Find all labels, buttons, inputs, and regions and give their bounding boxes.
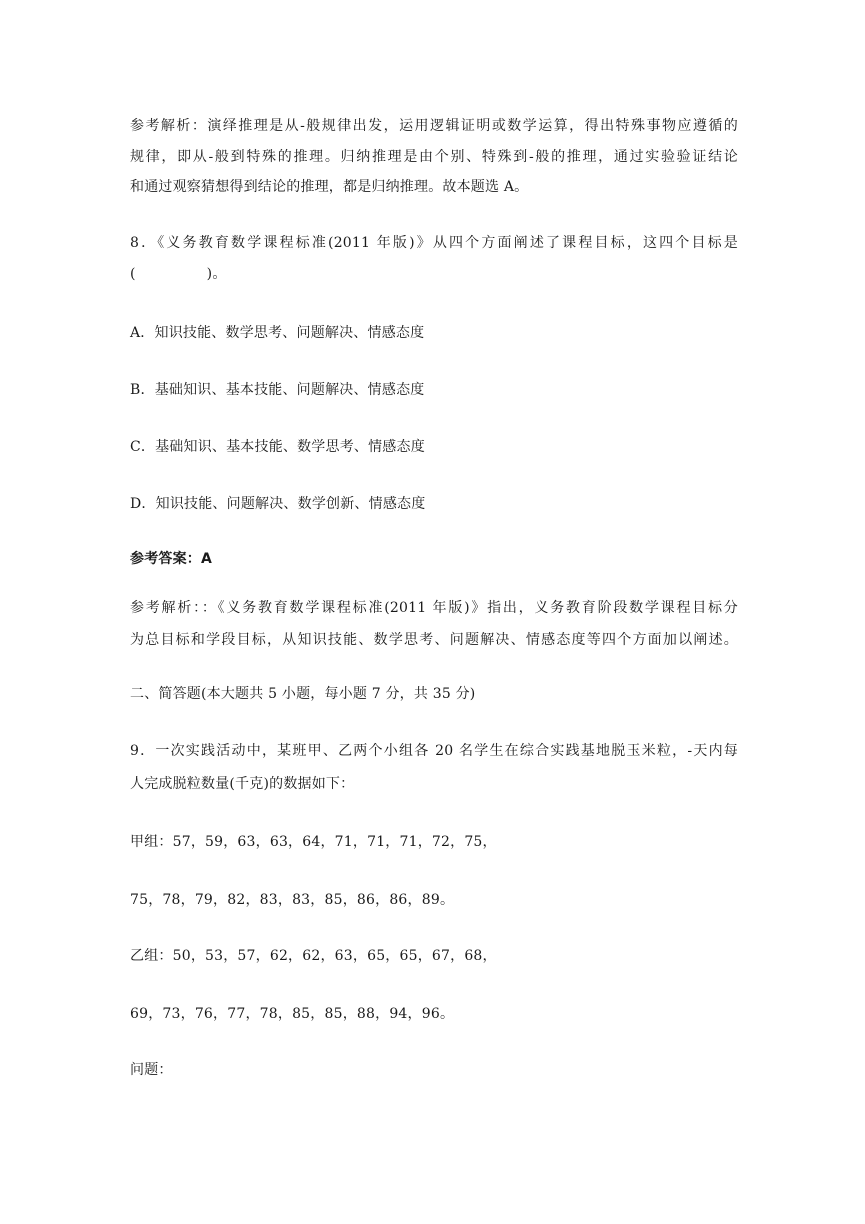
- q8-stem-line-1: 8．《义务教育数学课程标准(2011 年版)》从四个方面阐述了课程目标，这四个目标是: [130, 235, 738, 251]
- q8-analysis-line-1: 参考解析：：《义务教育数学课程标准(2011 年版)》指出，义务教育阶段数学课程目标分: [130, 600, 738, 616]
- q7-analysis-line-1: 参考解析：演绎推理是从-般规律出发，运用逻辑证明或数学运算，得出特殊事物应遵循的: [130, 118, 738, 134]
- q9-question-label: 问题：: [130, 1062, 173, 1078]
- q8-option-c: C．基础知识、基本技能、数学思考、情感态度: [130, 439, 425, 455]
- q8-option-b: B．基础知识、基本技能、问题解决、情感态度: [130, 382, 425, 398]
- q9-group-a-line-1: 甲组：57，59，63，63，64，71，71，71，72，75，: [130, 834, 497, 850]
- q8-stem-line-2: ( )。: [130, 266, 227, 282]
- q7-analysis-line-2: 规律，即从-般到特殊的推理。归纳推理是由个别、特殊到-般的推理，通过实验验证结论: [130, 149, 738, 165]
- q8-option-d: D．知识技能、问题解决、数学创新、情感态度: [130, 496, 426, 512]
- q8-option-a: A．知识技能、数学思考、问题解决、情感态度: [130, 325, 425, 341]
- q9-stem-line-2: 人完成脱粒数量(千克)的数据如下：: [130, 776, 355, 792]
- q9-group-b-line-1: 乙组：50，53，57，62，62，63，65，65，67，68，: [130, 948, 497, 964]
- q8-analysis-line-2: 为总目标和学段目标，从知识技能、数学思考、问题解决、情感态度等四个方面加以阐述。: [130, 632, 738, 648]
- section-heading: 二、简答题(本大题共 5 小题，每小题 7 分，共 35 分): [130, 686, 476, 702]
- q9-group-a-line-2: 75，78，79，82，83，83，85，86，86，89。: [130, 892, 455, 908]
- q9-stem-line-1: 9．一次实践活动中，某班甲、乙两个小组各 20 名学生在综合实践基地脱玉米粒，-天内每: [130, 743, 738, 759]
- q9-group-b-line-2: 69，73，76，77，78，85，85，88，94，96。: [130, 1006, 455, 1022]
- q7-analysis-line-3: 和通过观察猜想得到结论的推理，都是归纳推理。故本题选 A。: [130, 179, 529, 195]
- q8-answer: 参考答案：A: [130, 551, 213, 567]
